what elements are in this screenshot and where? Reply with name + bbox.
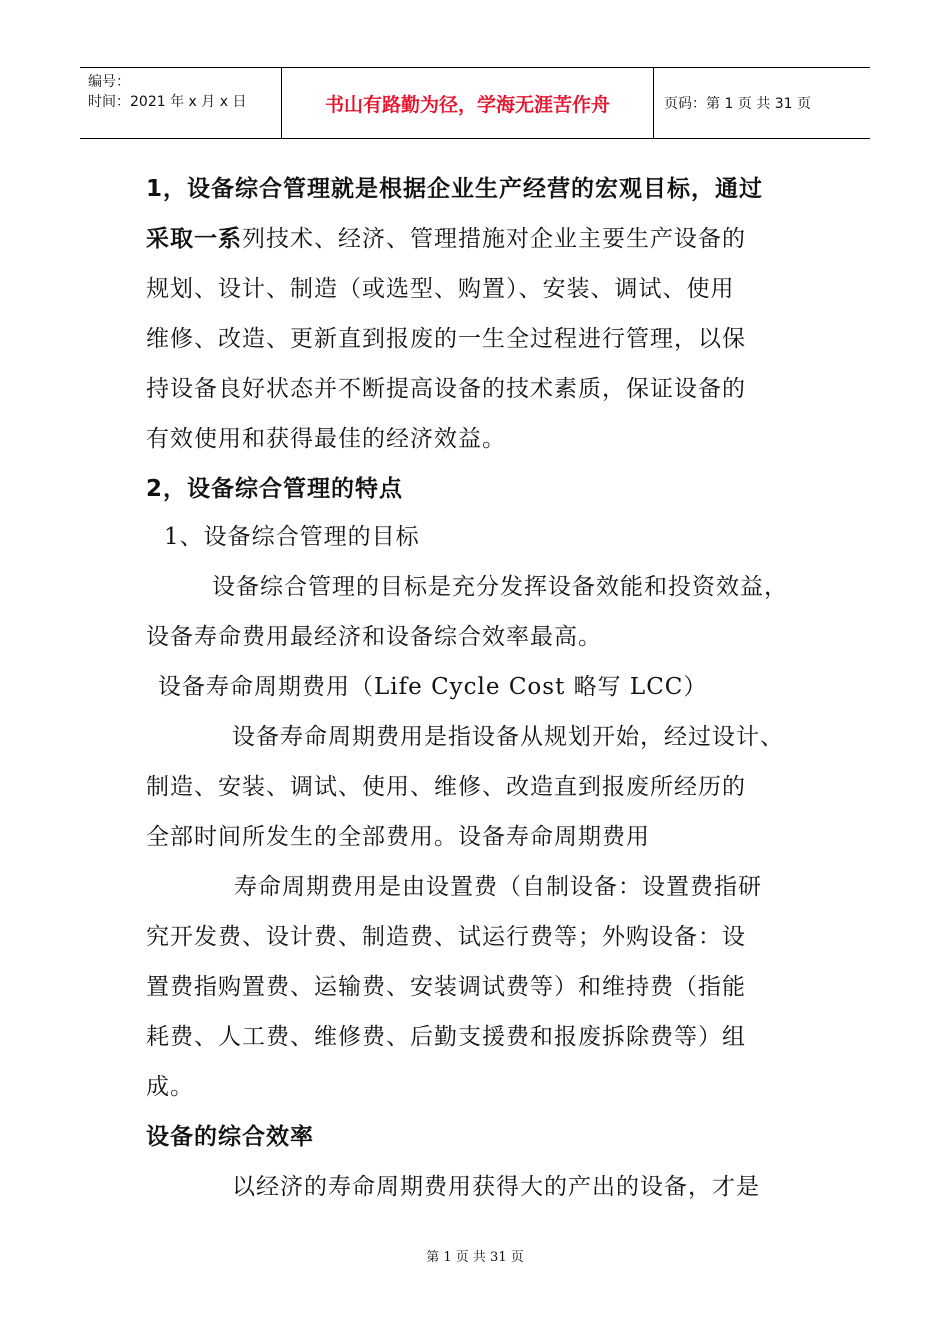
paragraph-4-line-5: 成。 bbox=[146, 1074, 194, 1100]
paragraph-1-bold-fragment: 采取一系 bbox=[146, 226, 242, 252]
paragraph-1-line-2 bbox=[146, 220, 746, 253]
header-meta-cell bbox=[80, 68, 282, 138]
paragraph-4-line-3: 置费指购置费、运输费、安装调试费等）和维持费（指能 bbox=[146, 974, 746, 1000]
paragraph-4-line-1: 寿命周期费用是由设置费（自制设备：设置费指研 bbox=[234, 874, 762, 900]
paragraph-5-line-1: 以经济的寿命周期费用获得大的产出的设备，才是 bbox=[232, 1174, 760, 1200]
time-label: 时间：2021 年 x 月 x 日 bbox=[88, 94, 247, 110]
lcc-title: 设备寿命周期费用（Life Cycle Cost 略写 LCC） bbox=[158, 674, 708, 700]
paragraph-2-line-2: 设备寿命费用最经济和设备综合效率最高。 bbox=[146, 624, 602, 650]
header-slogan: 书山有路勤为径，学海无涯苦作舟 bbox=[282, 68, 654, 138]
paragraph-3-line-3: 全部时间所发生的全部费用。设备寿命周期费用 bbox=[146, 824, 650, 850]
document-header bbox=[80, 67, 870, 139]
section-heading-efficiency: 设备的综合效率 bbox=[146, 1124, 314, 1150]
header-page-info: 页码：第 1 页 共 31 页 bbox=[664, 96, 811, 112]
page-footer: 第 1 页 共 31 页 bbox=[426, 1250, 524, 1265]
paragraph-1-line-6: 有效使用和获得最佳的经济效益。 bbox=[146, 426, 506, 452]
paragraph-1-line-1: 1，设备综合管理就是根据企业生产经营的宏观目标，通过 bbox=[146, 176, 764, 202]
paragraph-1-line-3: 规划、设计、制造（或选型、购置）、安装、调试、使用 bbox=[146, 276, 735, 302]
paragraph-4-line-4: 耗费、人工费、维修费、后勤支援费和报废拆除费等）组 bbox=[146, 1024, 746, 1050]
paragraph-2-line-1: 设备综合管理的目标是充分发挥设备效能和投资效益， bbox=[212, 574, 788, 600]
paragraph-3-line-2: 制造、安装、调试、使用、维修、改造直到报废所经历的 bbox=[146, 774, 746, 800]
number-label: 编号： bbox=[88, 74, 130, 90]
paragraph-4-line-2: 究开发费、设计费、制造费、试运行费等；外购设备：设 bbox=[146, 924, 746, 950]
subsection-heading-1: 1、设备综合管理的目标 bbox=[164, 524, 420, 550]
paragraph-1-line-5: 持设备良好状态并不断提高设备的技术素质，保证设备的 bbox=[146, 376, 746, 402]
section-heading-2: 2，设备综合管理的特点 bbox=[146, 476, 404, 502]
paragraph-1-line-2-rest: 列技术、经济、管理措施对企业主要生产设备的 bbox=[242, 226, 746, 252]
paragraph-3-line-1: 设备寿命周期费用是指设备从规划开始，经过设计、 bbox=[232, 724, 784, 750]
paragraph-1-line-4: 维修、改造、更新直到报废的一生全过程进行管理，以保 bbox=[146, 326, 746, 352]
